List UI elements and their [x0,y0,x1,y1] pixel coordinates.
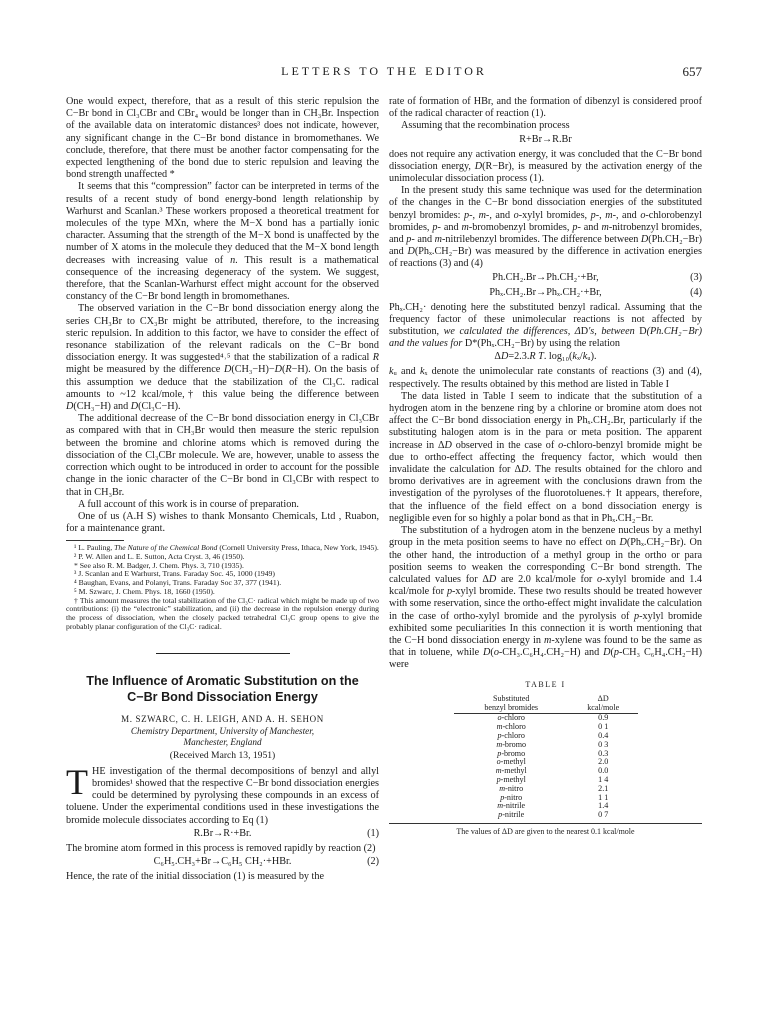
substituent-cell: p-nitro [500,792,523,802]
right-paragraph: does not require any activation energy, it was concluded that the C−Br bond dissociation energy, D(R−Br), is measured by the activation energy of the unimolecular dissociation process (1). [389,148,702,185]
page-number: 657 [682,64,702,79]
equation-body: R.Br→R·+Br. [193,827,252,839]
column-header-line: ΔD [597,693,609,703]
delta-d-cell: 0.9 [598,713,609,723]
left-paragraph: The additional decrease of the C−Br bond dissociation energy in Cl₃CBr as compared with that in CH₃Br would then measure the steric repulsion between the bromine and chlorine atoms which is removed during the dissociation of the Cl₃CBr molecule. We are, however, unable to assess the correction which ought to be introduced in order to account for the possible change in the ionic character of the C−Br bond in Cl₃CBr with respect to that in CH₃Br. [66,413,379,498]
column-header-line: kcal/mole [587,702,620,712]
left-column [66,96,379,883]
table-row [454,741,638,750]
substituent-cell: m-bromo [496,739,527,749]
table-row [454,785,638,794]
right-paragraph: kᵤ and kₓ denote the unimolecular rate constants of reactions (3) and (4), respectively. The results obtained by this method are listed in Table I [389,366,702,390]
table-row [454,714,638,723]
substituent-cell: p-methyl [496,774,526,784]
equation-body: Ph.CH₂.Br→Ph.CH₂·+Br, [492,271,599,283]
left-paragraph: One would expect, therefore, that as a result of this steric repulsion the C−Br bond in Cl₃CBr and CBr₄ would be longer than in CH₃Br. Inspection of the available data on interatomic distances³ does not indicate, however, any significant change in the C−Br bond distance in bromomethanes. We conclude, therefore, that there must be another factor compensating for the expected lengthening of the bond due to steric repulsion and leaving the bond strength unaffected * [66,96,379,181]
equation-number: (4) [690,286,702,298]
equation-body: C₆H₅.CH₃+Br→C₆H₅ CH₂·+HBr. [153,855,292,867]
footnote-rule [66,540,124,541]
substituent-cell: m-methyl [495,766,527,776]
left-paragraph: A full account of this work is in course of preparation. [78,498,299,510]
right-paragraph: rate of formation of HBr, and the formation of dibenzyl is considered proof of the radical character of reaction (1). [389,96,702,120]
delta-d-cell: 0.3 [598,748,609,758]
delta-d-cell: 2.1 [598,783,609,793]
equation [66,856,379,870]
column-header [569,695,638,714]
equation [389,272,702,286]
delta-d-cell: 2.0 [598,757,609,767]
delta-d-cell: 1 1 [598,792,609,802]
delta-d-cell: 1.4 [598,801,609,811]
substituent-cell: m-chloro [496,722,526,732]
footnotes [66,544,379,631]
article-paragraph: The bromine atom formed in this process is removed rapidly by reaction (2) [66,842,376,854]
substituent-cell: p-chloro [497,730,525,740]
footnote: ¹ L. Pauling, The Nature of the Chemical Bond (Cornell University Press, Ithaca, New York, 1945). [74,543,379,553]
affiliation-line: Manchester, England [183,736,262,747]
right-paragraph: The data listed in Table I seem to indicate that the substitution of a hydrogen atom in the benzene ring by a chlorine or bromine atom does not affect the C−Br bond dissociation energy in Phₓ.CH₂.Br, particularly if the substituting halogen atom is in the para or meta position. The apparent increase in ΔD observed in the case of o-chloro-benzyl bromide might be due to ortho-effect affecting the frequency factor, which would then invalidate the calculation for ΔD. The results obtained for the chloro and bromo derivatives are in agreement with the conclusions drawn from the investigation of the pyrolyses of the fluorotoluenes.† It appears, therefore, that the influence of the field effect on a bond dissociation energy is negligible even for so highly a polar bond as that in Phₓ.CH₂−Br. [389,390,703,524]
delta-d-cell: 0 7 [598,810,609,820]
table-row [454,750,638,759]
equation [389,351,702,365]
column-header-line: benzyl bromides [484,702,539,712]
equation-body: R+Br→R.Br [519,133,572,145]
equation [66,828,379,842]
equation [389,134,702,148]
left-paragraph: The observed variation in the C−Br bond dissociation energy along the series CH₃Br to CX₃Br might be attributed, therefore, to the increasing steric repulsion. In addition to this factor, we have to consider the effect of resonance stabilization of the relevant radicals on the C−Br bond dissociation energy. It was suggested⁴˒⁵ that the stabilization of a radical R might be measured by the difference D(CH₃−H)−D(R−H). On the basis of this assumption we deduce that the stabilization of the Cl₃C. radical amounts to ~12 kcal/mole,† this value being the difference between D(CH₃−H) and D(Cl₃C−H). [66,303,379,413]
affiliation-line: Chemistry Department, University of Manchester, [130,725,315,736]
column-header-line: Substituted [492,693,530,703]
equation [389,287,702,301]
table-title: TABLE I [525,679,566,689]
right-paragraph: The substitution of a hydrogen atom in the benzene nucleus by a methyl group in the meta position seems to have no effect on D(Phₓ.CH₂−Br). On the other hand, the introduction of a methyl group in the ortho or para position seems to weaken the corresponding C−Br bond strength. The calculated values for ΔD are 2.0 kcal/mole for o-xylyl bromide and 1.4 kcal/mole for p-xylyl bromide. These two results should be treated however with some reservation, since the ortho-effect might invalidate the calculation in the case of ortho-xylyl bromide and the pyrolysis of p-xylyl bromide exhibited some peculiarities In this connection it is worth mentioning that the C−H bond dissociation energy in m-xylene was found to be the same as that in toluene, while D(o-CH₃.C₆H₄.CH₂−H) and D(p-CH₃ C₆H₄.CH₂−H) were [389,525,703,671]
article-affiliation [66,726,379,748]
table-row [454,723,638,732]
received-date: (Received March 13, 1951) [169,749,276,761]
substituent-cell: o-chloro [497,713,525,723]
table-note: The values of ΔD are given to the nearest 0.1 kcal/mole [389,823,702,838]
footnote: ⁵ M. Szwarc, J. Chem. Phys. 18, 1660 (1950). [74,586,215,596]
table-header-row [454,695,638,714]
substituent-cell: m-nitro [499,783,524,793]
substituent-cell: m-nitrile [497,801,526,811]
equation-number: (1) [367,827,379,839]
right-paragraph: Assuming that the recombination process [401,120,570,132]
footnote: * See also R. M. Badger, J. Chem. Phys. 3, 710 (1935). [74,560,244,570]
right-paragraph: In the present study this same technique was used for the determination of the changes in the C−Br bond dissociation energies of the substituted benzyl bromides: p-, m-, and o-xylyl bromides, p-, m-, and o-chlorobenzyl bromides, p- and m-bromobenzyl bromides, p- and m-nitrobenzyl bromides, and p- and m-nitrilebenzyl bromides. The difference between D(Ph.CH₂−Br) and D(Phₓ.CH₂−Br) was measured by the difference in activation energies of reactions (3) and (4) [389,185,703,270]
right-paragraph: Phₓ.CH₂· denoting here the substituted benzyl radical. Assuming that the frequency factor of these unimolecular reactions is not affected by substitution, we calculated the differences, ΔD's, between D(Ph.CH₂−Br) and the values for D*(Phₓ.CH₂−Br) by using the relation [389,301,702,350]
column-header [454,695,569,714]
delta-d-cell: 0 3 [598,739,609,749]
article-paragraph-text: HE investigation of the thermal decompositions of benzyl and allyl bromides¹ showed that the respective C−Br bond dissociation energies could be determined by pyrolysing these compounds in an excess of toluene. Under the experimental conditions used in these investigations the bromide molecule dissociates according to Eq (1) [66,765,380,826]
table-row [454,776,638,785]
substituent-cell: p-nitrile [498,810,525,820]
table-row [454,811,638,820]
delta-d-cell: 1 4 [598,774,609,784]
table-row [454,732,638,741]
substituent-cell: o-methyl [496,757,526,767]
article-paragraph: Hence, the rate of the initial dissociation (1) is measured by the [66,870,325,882]
left-paragraph: One of us (A.H S) wishes to thank Monsanto Chemicals, Ltd , Ruabon, for a maintenance grant. [66,510,379,535]
substituent-cell: p-bromo [497,748,526,758]
delta-d-cell: 0.0 [598,766,609,776]
table-row [454,758,638,767]
drop-cap: T [66,761,88,802]
article-authors: M. SZWARC, C. H. LEIGH, AND A. H. SEHON [121,714,324,725]
left-paragraph: It seems that this “compression” factor can be interpreted in terms of the results of a recent study of bond energy-bond length relationship by Warhurst and Scanlan.³ These workers proposed a theoretical treatment for molecules of the type MXn, where the M−X bond has a partially ionic character. Assuming that the strength of the M−X bond is unaffected by the number of X atoms in the molecule they deduced that the M−X bond length decreases with increasing value of n. This result is a mathematical consequence of the increasing degeneracy of the system. We suggest, therefore, that the Scanlan-Warhurst effect might account for the observed constancy of the C−Br bond length in bromomethanes. [66,181,379,303]
equation-body: Phₓ.CH₂.Br→Phₓ.CH₂·+Br, [489,286,602,298]
footnote: ³ J. Scanlan and E Warhurst, Trans. Faraday Soc. 45, 1000 (1949) [74,569,275,579]
footnote: ⁴ Baughan, Evans, and Polanyi, Trans. Faraday Soc 37, 377 (1941). [74,578,282,588]
right-column [389,96,702,838]
data-table [454,695,638,820]
page-header [0,64,768,82]
equation-number: (3) [690,271,702,283]
article-paragraph [66,761,380,827]
delta-d-cell: 0 1 [598,722,609,732]
delta-d-cell: 0.4 [598,730,609,740]
footnote: ² P. W. Allen and L. E. Sutton, Acta Cryst. 3, 46 (1950). [74,552,245,562]
footnote: † This amount measures the total stabilization of the Cl₃C· radical which might be made up of two contributions: (i) the “electronic” stabilization, and (ii) the decrease in the repulsion energy during the process of dissociation, when the closely packed tetrahedral Cl₃C group opens to give the probably planar configuration of the Cl₃C· radical. [66,595,379,631]
article-separator [156,653,290,654]
table-row [454,794,638,803]
equation-body: ΔD=2.3.R T. log₁₀(kₓ/kᵤ). [494,351,597,363]
running-head: LETTERS TO THE EDITOR [281,64,487,78]
article-title: The Influence of Aromatic Substitution on the C−Br Bond Dissociation Energy [86,674,359,704]
table-body [454,714,638,820]
table-row [454,802,638,811]
equation-number: (2) [367,855,379,867]
table-row [454,767,638,776]
